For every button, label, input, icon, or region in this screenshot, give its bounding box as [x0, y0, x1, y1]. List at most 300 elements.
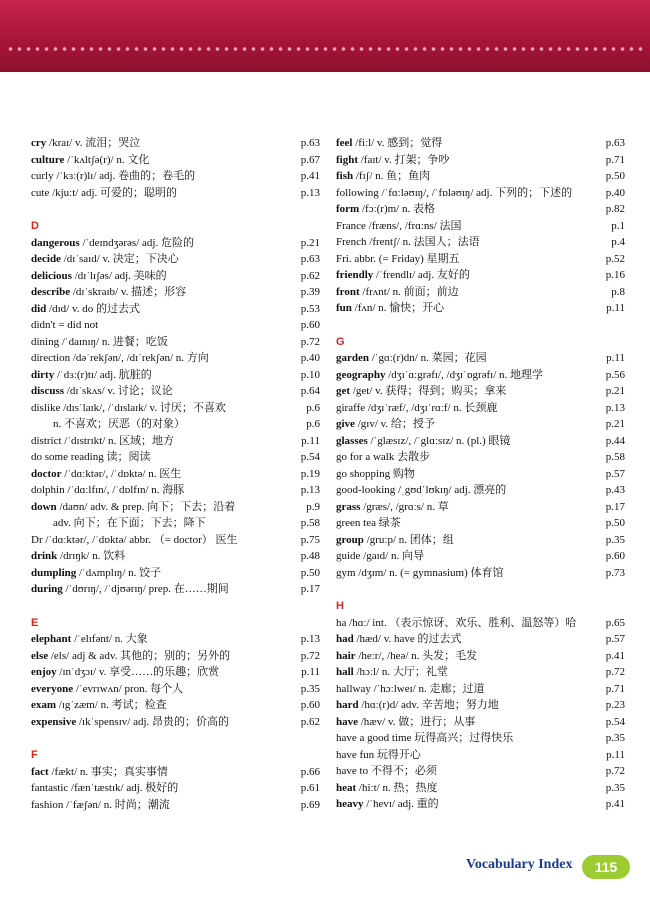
- vocab-entry: [336, 218, 625, 235]
- definition: /græs/, /grɑːs/ n. 草: [360, 500, 449, 513]
- page-ref: p.60: [605, 550, 625, 562]
- entry-text: [336, 383, 506, 400]
- definition: dolphin /ˈdɑːlfɪn/, /ˈdɒlfɪn/ n. 海豚: [31, 484, 185, 496]
- definition: /ˈdɑːktər/, /ˈdɒktə/ n. 医生: [61, 467, 182, 480]
- vocab-entry: [336, 697, 625, 714]
- entry-text: [31, 697, 167, 714]
- vocab-entry: [31, 350, 320, 367]
- entry-text: [31, 532, 238, 549]
- headword: garden: [336, 352, 369, 364]
- page-ref: p.21: [605, 385, 625, 397]
- vocab-entry: [336, 284, 625, 301]
- page-ref: p.66: [300, 765, 320, 778]
- headword: fight: [336, 153, 358, 166]
- page-ref: p.8: [611, 285, 625, 298]
- vocab-entry: [336, 615, 625, 632]
- vocab-entry: [31, 135, 320, 152]
- page-ref: p.40: [300, 352, 320, 364]
- page-ref: p.63: [300, 137, 320, 149]
- headword: hair: [336, 649, 356, 662]
- definition: guide /gaɪd/ n. 向导: [336, 550, 424, 562]
- vocab-entry: [336, 548, 625, 565]
- entry-text: [336, 433, 510, 450]
- vocab-entry: [31, 764, 320, 781]
- section-gap: [336, 581, 625, 598]
- headword: geography: [336, 368, 386, 381]
- vocab-entry: [336, 763, 625, 780]
- page-ref: p.35: [300, 682, 320, 695]
- definition: have a good time 玩得高兴；过得快乐: [336, 732, 514, 744]
- page-ref: p.44: [605, 434, 625, 447]
- page-ref: p.60: [300, 699, 320, 711]
- entry-text: [336, 201, 435, 218]
- vocabulary-column-left: [31, 135, 320, 813]
- headword: heavy: [336, 798, 364, 810]
- definition: /dɪˈskʌs/ v. 讨论；议论: [64, 385, 173, 397]
- page-ref: p.21: [300, 236, 320, 249]
- headword: down: [31, 500, 57, 513]
- entry-text: [336, 367, 543, 384]
- definition: /daʊn/ adv. & prep. 向下；下去；沿着: [56, 500, 236, 513]
- section-gap: [336, 317, 625, 334]
- definition: /ˈhevɪ/ adj. 重的: [363, 798, 439, 810]
- headword: decide: [31, 253, 61, 265]
- entry-text: [53, 416, 185, 433]
- headword: heat: [336, 781, 357, 794]
- definition: /fiːl/ v. 感到；觉得: [352, 137, 443, 149]
- definition: /ˈglæsɪz/, /ˈglɑːsɪz/ n. (pl.) 眼镜: [367, 434, 511, 447]
- definition: /fɔː(r)m/ n. 表格: [359, 203, 435, 215]
- vocab-entry: [336, 466, 625, 483]
- page-ref: p.57: [605, 633, 625, 645]
- vocabulary-index-title: Vocabulary Index: [466, 857, 573, 872]
- entry-text: [336, 681, 484, 698]
- entry-text: [31, 433, 174, 450]
- definition: /faɪt/ v. 打架；争吵: [358, 153, 450, 166]
- entry-text: [336, 532, 454, 549]
- entry-text: [31, 383, 173, 400]
- definition: /dɪˈskraɪb/ v. 描述；形容: [70, 286, 187, 298]
- headword: cry: [31, 137, 47, 149]
- headword: culture: [31, 153, 65, 166]
- definition: /dɪd/ v. do 的过去式: [46, 302, 141, 315]
- page-ref: p.57: [605, 467, 625, 480]
- page-ref: p.16: [605, 269, 625, 281]
- page-ref: p.72: [300, 649, 320, 662]
- headword: dirty: [31, 368, 55, 381]
- vocab-entry: [31, 400, 320, 417]
- headword: drink: [31, 550, 58, 562]
- page-ref: p.75: [300, 533, 320, 546]
- entry-text: [31, 449, 150, 466]
- headword: friendly: [336, 269, 374, 281]
- page-ref: p.17: [300, 583, 320, 595]
- definition: have fun 玩得开心: [336, 748, 421, 761]
- entry-text: [336, 515, 401, 532]
- definition: n. 不喜欢；厌恶（的对象）: [53, 418, 185, 430]
- entry-text: [336, 267, 470, 284]
- page-ref: p.11: [606, 302, 625, 314]
- definition: /hiːt/ n. 热；热度: [356, 781, 438, 794]
- page-ref: p.10: [300, 368, 320, 381]
- headword: dangerous: [31, 236, 80, 249]
- vocab-entry: [336, 664, 625, 681]
- page-ref: p.11: [606, 748, 625, 761]
- page-ref: p.48: [300, 550, 320, 562]
- entry-text: [31, 135, 140, 152]
- vocab-entry: [31, 152, 320, 169]
- entry-text: [31, 350, 209, 367]
- vocab-entry: [31, 581, 320, 598]
- entry-text: [31, 317, 98, 334]
- entry-text: [336, 747, 421, 764]
- definition: /heːr/, /heə/ n. 头发；毛发: [355, 649, 478, 662]
- vocab-entry: [336, 631, 625, 648]
- entry-text: [31, 301, 140, 318]
- page-ref: p.13: [300, 484, 320, 496]
- vocab-entry: [336, 515, 625, 532]
- definition: /ˈelɪfənt/ n. 大象: [71, 633, 148, 645]
- headword: feel: [336, 137, 353, 149]
- entry-text: [336, 482, 506, 499]
- vocab-entry: [31, 648, 320, 665]
- page-ref: p.73: [605, 566, 625, 579]
- headword: fish: [336, 170, 354, 182]
- entry-text: [336, 300, 444, 317]
- definition: adv. 向下；在下面；下去；降下: [53, 517, 206, 529]
- vocab-entry: [336, 796, 625, 813]
- definition: /ˈgɑː(r)dn/ n. 菜园；花园: [369, 352, 487, 364]
- top-banner: [0, 0, 650, 72]
- entry-text: [31, 367, 152, 384]
- entry-text: [336, 615, 576, 632]
- entry-text: [336, 152, 450, 169]
- definition: dislike /dɪsˈlaɪk/, /ˈdɪslaɪk/ v. 讨厌；不喜欢: [31, 401, 226, 414]
- vocab-entry: [31, 416, 320, 433]
- section-gap: [31, 201, 320, 218]
- entry-text: [31, 466, 181, 483]
- entry-text: [336, 565, 504, 582]
- section-heading: G: [336, 335, 345, 348]
- definition: /ɪgˈzæm/ n. 考试；检查: [56, 699, 167, 711]
- entry-text: [336, 714, 475, 731]
- entry-text: [31, 681, 183, 698]
- vocab-entry: [31, 185, 320, 202]
- entry-text: [31, 185, 177, 202]
- definition: /drɪŋk/ n. 饮料: [57, 550, 126, 562]
- page-ref: p.39: [300, 286, 320, 298]
- vocab-entry: [31, 482, 320, 499]
- definition: /ˈevrɪwʌn/ pron. 每个人: [73, 682, 184, 695]
- headword: delicious: [31, 269, 72, 282]
- vocab-entry: [31, 548, 320, 565]
- entry-text: [336, 499, 449, 516]
- entry-text: [336, 763, 437, 780]
- entry-text: [31, 631, 148, 648]
- definition: go for a walk 去散步: [336, 451, 431, 463]
- entry-text: [31, 400, 226, 417]
- entry-text: [31, 499, 235, 516]
- headword: give: [336, 418, 355, 430]
- entry-text: [336, 697, 499, 714]
- vocab-entry: [336, 433, 625, 450]
- page-ref: p.50: [300, 566, 320, 579]
- vocab-entry: [31, 714, 320, 731]
- vocab-entry: [336, 135, 625, 152]
- vocab-entry: [336, 648, 625, 665]
- entry-text: [31, 548, 125, 565]
- vocab-entry: [336, 267, 625, 284]
- vocab-entry: [31, 797, 320, 814]
- definition: cute /kjuːt/ adj. 可爱的；聪明的: [31, 186, 178, 199]
- page-ref: p.41: [605, 798, 625, 810]
- vocab-entry: [336, 780, 625, 797]
- page-ref: p.58: [300, 517, 320, 529]
- section-gap: [31, 598, 320, 615]
- definition: green tea 绿茶: [336, 517, 401, 529]
- entry-text: [31, 581, 229, 598]
- vocab-entry: [31, 681, 320, 698]
- vocab-entry: [336, 532, 625, 549]
- page-ref: p.72: [300, 335, 320, 348]
- entry-text: [31, 482, 184, 499]
- entry-text: [336, 284, 459, 301]
- definition: dining /ˈdaɪnɪŋ/ n. 进餐；吃饭: [31, 335, 168, 348]
- section-gap: [31, 730, 320, 747]
- entry-text: [336, 251, 460, 268]
- definition: district /ˈdɪstrɪkt/ n. 区域；地方: [31, 434, 174, 447]
- definition: /hɑː(r)d/ adv. 辛苦地；努力地: [358, 699, 499, 711]
- vocab-entry: [336, 251, 625, 268]
- vocab-entry: [336, 499, 625, 516]
- page-ref: p.11: [606, 352, 625, 364]
- definition: Fri. abbr. (= Friday) 星期五: [336, 252, 460, 265]
- page-ref: p.58: [605, 451, 625, 463]
- page-ref: p.1: [611, 219, 625, 232]
- definition: /frʌnt/ n. 前面；前边: [359, 285, 459, 298]
- entry-text: [336, 185, 572, 202]
- page-ref: p.71: [605, 153, 625, 166]
- entry-text: [336, 218, 462, 235]
- entry-text: [31, 268, 167, 285]
- headword: glasses: [336, 434, 368, 447]
- headword: grass: [336, 500, 361, 513]
- vocab-entry: [31, 383, 320, 400]
- banner-dots: [6, 46, 644, 52]
- section-heading: H: [336, 600, 344, 612]
- vocabulary-column-right: [336, 135, 625, 813]
- page-ref: p.41: [300, 170, 320, 182]
- vocab-entry: [31, 301, 320, 318]
- entry-text: [31, 284, 186, 301]
- page-ref: p.6: [306, 418, 320, 430]
- entry-text: [31, 251, 179, 268]
- vocab-entry: [336, 714, 625, 731]
- vocab-entry: [31, 515, 320, 532]
- page-ref: p.13: [605, 401, 625, 414]
- entry-text: [31, 797, 170, 814]
- page-ref: p.50: [605, 517, 625, 529]
- vocab-entry: [336, 168, 625, 185]
- definition: direction /dəˈrekʃən/, /dɪˈrekʃən/ n. 方向: [31, 352, 209, 364]
- entry-text: [336, 168, 430, 185]
- entry-text: [31, 648, 230, 665]
- page-ref: p.71: [605, 682, 625, 695]
- section-heading: D: [31, 220, 39, 232]
- vocab-entry: [336, 152, 625, 169]
- definition: /ˈfrendlɪ/ adj. 友好的: [373, 269, 470, 281]
- definition: /ɪnˈdʒɔɪ/ v. 享受……的乐趣；欣赏: [56, 666, 220, 678]
- vocab-entry: [336, 730, 625, 747]
- definition: French /frentʃ/ n. 法国人；法语: [336, 236, 480, 248]
- headword: describe: [31, 286, 71, 298]
- definition: /dɪˈsaɪd/ v. 决定；下决心: [60, 253, 179, 265]
- page-ref: p.50: [605, 170, 625, 182]
- definition: /dɪˈlɪʃəs/ adj. 美味的: [71, 269, 167, 282]
- page-ref: p.63: [300, 253, 320, 265]
- entry-text: [336, 796, 439, 813]
- page-ref: p.9: [306, 500, 320, 513]
- entry-text: [336, 648, 477, 665]
- entry-text: [31, 664, 219, 681]
- definition: /ˈkʌltʃə(r)/ n. 文化: [64, 153, 150, 166]
- page-ref: p.11: [301, 434, 320, 447]
- page-ref: p.17: [605, 500, 625, 513]
- definition: have to 不得不；必须: [336, 765, 437, 777]
- page-ref: p.82: [605, 203, 625, 215]
- page-ref: p.13: [300, 186, 320, 199]
- headword: fun: [336, 302, 352, 314]
- definition: /fʌn/ n. 愉快；开心: [351, 302, 445, 314]
- entry-text: [31, 764, 168, 781]
- vocab-entry: [336, 416, 625, 433]
- definition: fantastic /fænˈtæstɪk/ adj. 极好的: [31, 782, 179, 794]
- definition: /hæd/ v. have 的过去式: [353, 633, 462, 645]
- page-ref: p.11: [301, 666, 320, 678]
- headword: exam: [31, 699, 57, 711]
- definition: /ˈdɜː(r)tɪ/ adj. 肮脏的: [54, 368, 152, 381]
- page-ref: p.72: [605, 765, 625, 777]
- vocab-entry: [31, 780, 320, 797]
- headword: hard: [336, 699, 359, 711]
- vocab-entry: [31, 532, 320, 549]
- vocab-entry: [31, 697, 320, 714]
- vocab-entry: [336, 201, 625, 218]
- definition: France /fræns/, /frɑːns/ 法国: [336, 219, 462, 232]
- headword: group: [336, 533, 364, 546]
- page-number-badge: 115: [582, 855, 630, 879]
- definition: /ˈdʊrɪŋ/, /ˈdjʊərɪŋ/ prep. 在……期间: [62, 583, 229, 595]
- headword: during: [31, 583, 63, 595]
- definition: /get/ v. 获得；得到；购买；拿来: [350, 385, 507, 397]
- page-ref: p.67: [300, 153, 320, 166]
- definition: gym /dʒɪm/ n. (= gymnasium) 体育馆: [336, 566, 504, 579]
- page-ref: p.35: [605, 781, 625, 794]
- headword: front: [336, 285, 360, 298]
- page-ref: p.54: [605, 715, 625, 728]
- definition: /ˈdeɪndʒərəs/ adj. 危险的: [79, 236, 194, 249]
- entry-text: [336, 400, 497, 417]
- section-heading: F: [31, 749, 38, 761]
- page-ref: p.35: [605, 533, 625, 546]
- vocab-entry: [31, 251, 320, 268]
- page-ref: p.56: [605, 368, 625, 381]
- vocab-entry: [31, 499, 320, 516]
- page-ref: p.43: [605, 484, 625, 496]
- vocab-entry: [336, 234, 625, 251]
- headword: dumpling: [31, 566, 77, 579]
- vocab-entry: [31, 268, 320, 285]
- definition: /els/ adj & adv. 其他的；别的；另外的: [48, 649, 231, 662]
- entry-text: [336, 730, 513, 747]
- definition: Dr /ˈdɑːktər/, /ˈdɒktə/ abbr. （= doctor） 医生: [31, 533, 238, 546]
- definition: /gɪv/ v. 给；授予: [354, 418, 435, 430]
- entry-text: [336, 664, 448, 681]
- entry-text: [31, 714, 229, 731]
- vocab-entry: [31, 334, 320, 351]
- headword: everyone: [31, 682, 74, 695]
- vocab-entry: [31, 317, 320, 334]
- vocab-entry: [31, 367, 320, 384]
- headword: elephant: [31, 633, 72, 645]
- page-ref: p.41: [605, 649, 625, 662]
- entry-text: [336, 135, 442, 152]
- vocab-entry: [31, 168, 320, 185]
- page-ref: p.62: [300, 715, 320, 728]
- headword: discuss: [31, 385, 65, 397]
- headword: fact: [31, 765, 49, 778]
- entry-text: [31, 780, 178, 797]
- headword: doctor: [31, 467, 62, 480]
- definition: fashion /ˈfæʃən/ n. 时尚；潮流: [31, 798, 170, 811]
- headword: hall: [336, 666, 354, 678]
- vocab-entry: [336, 300, 625, 317]
- page-ref: p.21: [605, 418, 625, 430]
- definition: /hæv/ v. 做；进行；从事: [358, 715, 476, 728]
- entry-text: [31, 235, 194, 252]
- vocab-entry: [31, 664, 320, 681]
- vocab-entry: [31, 284, 320, 301]
- page-ref: p.65: [605, 616, 625, 629]
- vocab-entry: [336, 482, 625, 499]
- page-ref: p.4: [611, 236, 625, 248]
- definition: good-looking /ˌgʊdˈlʊkɪŋ/ adj. 漂亮的: [336, 484, 507, 496]
- page-ref: p.19: [300, 467, 320, 480]
- vocab-entry: [336, 449, 625, 466]
- page-ref: p.35: [605, 732, 625, 744]
- definition: /fɪʃ/ n. 鱼；鱼肉: [353, 170, 431, 182]
- vocab-entry: [31, 449, 320, 466]
- entry-text: [31, 168, 195, 185]
- definition: go shopping 购物: [336, 467, 415, 480]
- vocab-entry: [336, 185, 625, 202]
- entry-text: [31, 565, 161, 582]
- page-ref: p.63: [605, 137, 625, 149]
- page-ref: p.64: [300, 385, 320, 397]
- headword: form: [336, 203, 360, 215]
- entry-text: [336, 416, 435, 433]
- page-ref: p.72: [605, 666, 625, 678]
- page-ref: p.13: [300, 633, 320, 645]
- entry-text: [336, 548, 424, 565]
- headword: did: [31, 302, 47, 315]
- page-ref: p.6: [306, 401, 320, 414]
- entry-text: [336, 350, 487, 367]
- definition: curly /ˈkɜː(r)lɪ/ adj. 卷曲的；卷毛的: [31, 170, 196, 182]
- vocab-entry: [336, 747, 625, 764]
- definition: /fækt/ n. 事实；真实事情: [48, 765, 168, 778]
- definition: following /ˈfɑːləʊɪŋ/, /ˈfɒləʊɪŋ/ adj. 下列的；下述的: [336, 186, 573, 199]
